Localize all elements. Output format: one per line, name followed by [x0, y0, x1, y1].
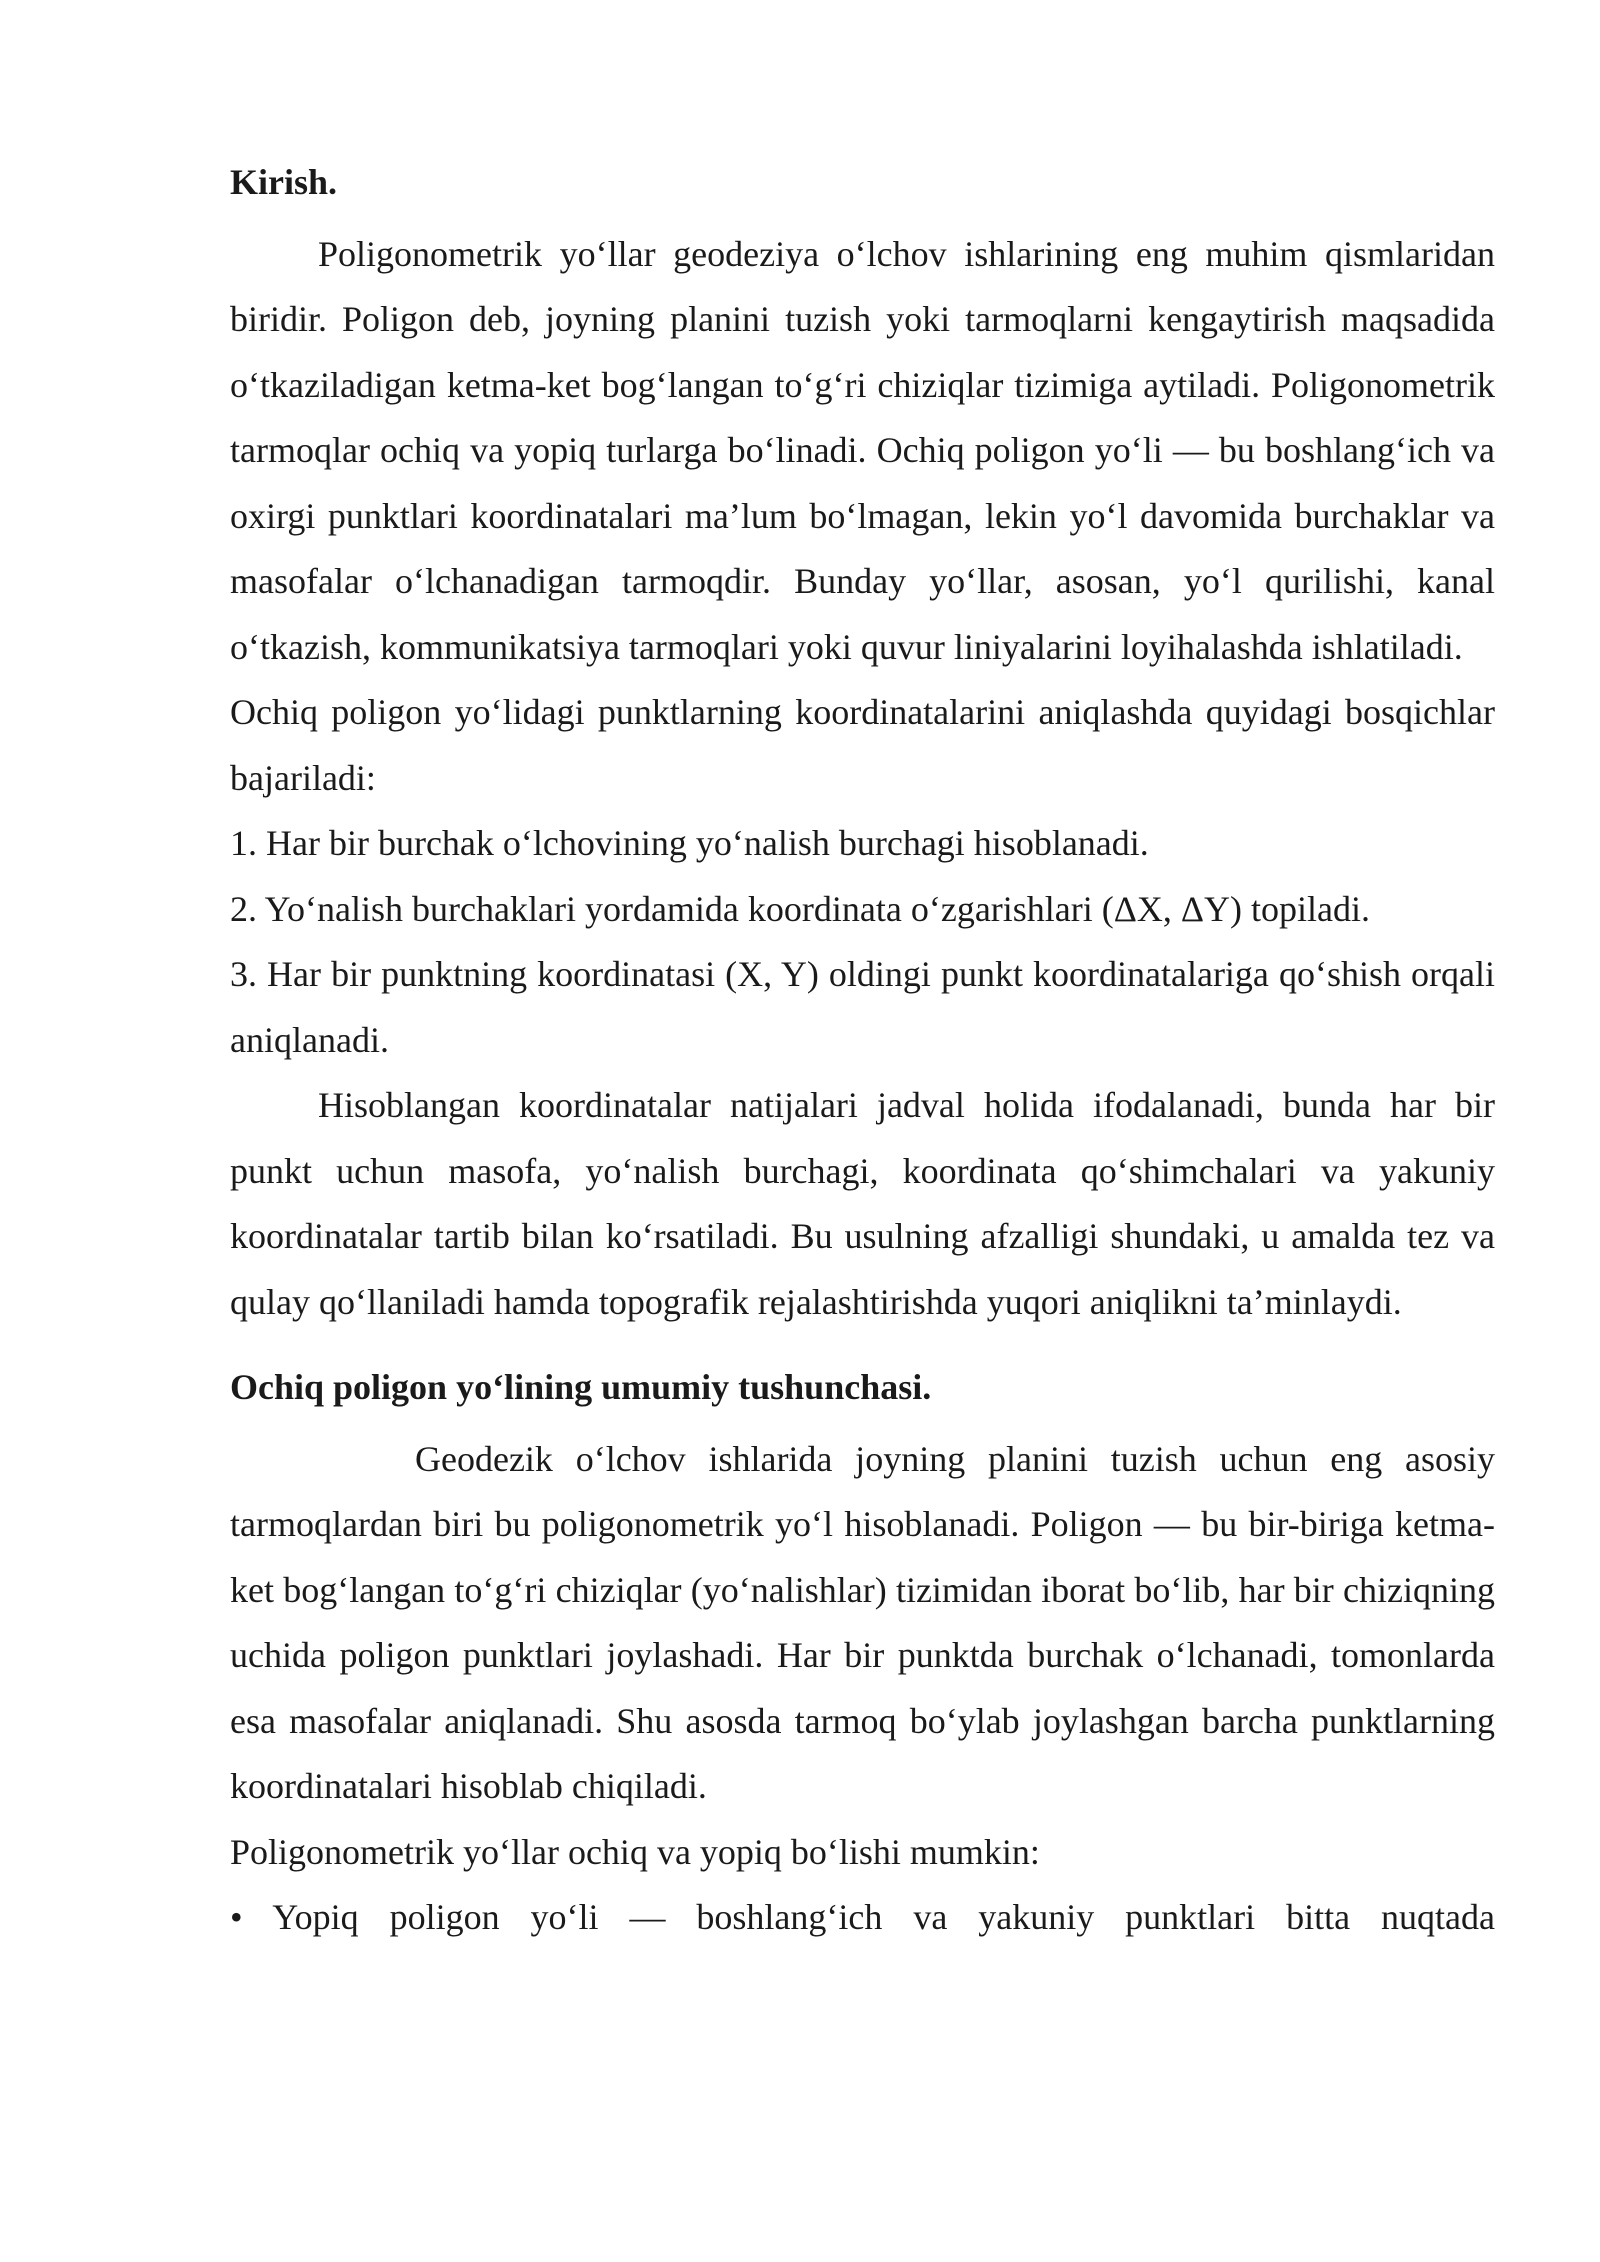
section-heading-intro: Kirish.	[230, 162, 338, 202]
section-heading-concept: Ochiq poligon yo‘lining umumiy tushunchasi.	[230, 1367, 932, 1407]
steps-intro-paragraph: Ochiq poligon yo‘lidagi punktlarning koordinatalarini aniqlashda quyidagi bosqichlar bajariladi:	[230, 692, 1495, 798]
intro-paragraph: Poligonometrik yo‘llar geodeziya o‘lchov ishlarining eng muhim qismlaridan biridir. Poligon deb, joyning planini tuzish yoki tarmoqlarni kengaytirish maqsadida o‘tkaziladigan ketma-ket bog‘langan to‘g‘ri chiziqlar tizimiga aytiladi. Poligonometrik tarmoqlar ochiq va yopiq turlarga bo‘linadi. Ochiq poligon yo‘li — bu boshlang‘ich va oxirgi punktlari koordinatalari ma’lum bo‘lmagan, lekin yo‘l davomida burchaklar va masofalar o‘lchanadigan tarmoqdir. Bunday yo‘llar, asosan, yo‘l qurilishi, kanal o‘tkazish, kommunikatsiya tarmoqlari yoki quvur liniyalarini loyihalashda ishlatiladi.	[230, 233, 1495, 667]
step-item-3: 3. Har bir punktning koordinatasi (X, Y) oldingi punkt koordinatalariga qo‘shish orqali aniqlanadi.	[230, 954, 1495, 1060]
concept-paragraph: Geodezik o‘lchov ishlarida joyning planini tuzish uchun eng asosiy tarmoqlardan biri bu poligonometrik yo‘l hisoblanadi. Poligon — bu bir-biriga ketma-ket bog‘langan to‘g‘ri chiziqlar (yo‘nalishlar) tizimidan iborat bo‘lib, har bir chiziqning uchida poligon punktlari joylashadi. Har bir punktda burchak o‘lchanadi, tomonlarda esa masofalar aniqlanadi. Shu asosda tarmoq bo‘ylab joylashgan barcha punktlarning koordinatalari hisoblab chiqiladi.	[230, 1438, 1495, 1806]
bullet-item-closed-polygon: • Yopiq poligon yo‘li — boshlang‘ich va yakuniy punktlari bitta nuqtada	[230, 1897, 1495, 1937]
step-item-2: 2. Yo‘nalish burchaklari yordamida koordinata o‘zgarishlari (ΔX, ΔY) topiladi.	[230, 888, 1371, 929]
document-page	[230, 150, 1495, 1951]
step-item-1: 1. Har bir burchak o‘lchovining yo‘nalish burchagi hisoblanadi.	[230, 823, 1149, 863]
results-paragraph: Hisoblangan koordinatalar natijalari jadval holida ifodalanadi, bunda har bir punkt uchun masofa, yo‘nalish burchagi, koordinata qo‘shimchalari va yakuniy koordinatalar tartib bilan ko‘rsatiladi. Bu usulning afzalligi shundaki, u amalda tez va qulay qo‘llaniladi hamda topografik rejalashtirishda yuqori aniqlikni ta’minlaydi.	[230, 1085, 1495, 1322]
types-intro-paragraph: Poligonometrik yo‘llar ochiq va yopiq bo‘lishi mumkin:	[230, 1831, 1040, 1872]
